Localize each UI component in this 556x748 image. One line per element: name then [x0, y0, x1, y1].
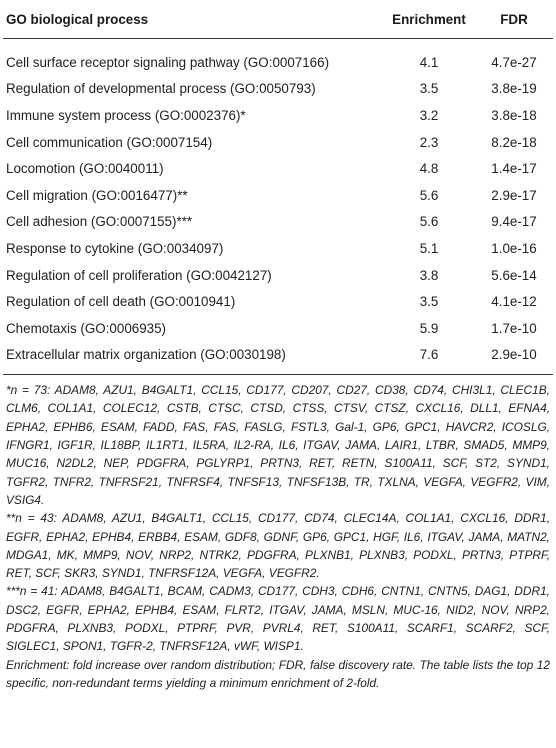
footnote-immune-genes: *n = 73: ADAM8, AZU1, B4GALT1, CCL15, CD177, CD207, CD27, CD38, CD74, CHI3L1, CLEC1B, CLM6, COL1A1, COLEC12, CSTB, CTSC, CTSD, CTSS, CTSV, CTSZ, CXCL16, DLL1, EFNA4, EPHA2, EPHB6, ESAM, FADD, FAS, FAS, FASLG, FSTL3, Gal-1, GP6, GPC1, HAVCR2, ICOSLG, IFNGR1, IGF1R, IL18BP, IL1RT1, IL5RA, IL2-RA, IL6, ITGAV, JAMA, LAIR1, LTBR, SMAD5, MMP9, MUC16, N2DL2, NEP, PDGFRA, PGLYRP1, PRTN3, RET, RETN, S100A11, SCF, ST2, SYND1, TGFR2, TNFR2, TNFRSF21, TNFRSF4, TNFSF13, TNFSF13B, TR, TXLNA, VEGFA, VEGFR2, VIM, VSIG4. [6, 383, 550, 507]
table-row [3, 39, 553, 76]
enrichment-cell: 5.6 [419, 214, 439, 230]
table-footnotes [3, 375, 553, 692]
fdr-cell: 3.8e-19 [491, 81, 537, 97]
table-row [3, 342, 553, 375]
process-cell: Immune system process (GO:0002376)* [6, 107, 246, 123]
fdr-cell: 5.6e-14 [491, 267, 537, 283]
table-row [3, 315, 553, 342]
table-row [3, 209, 553, 236]
process-cell: Cell surface receptor signaling pathway (GO:0007166) [6, 54, 330, 70]
table-row [3, 102, 553, 129]
go-process-table [3, 0, 553, 375]
enrichment-cell: 2.3 [419, 134, 439, 150]
table-row [3, 182, 553, 209]
enrichment-cell: 5.6 [419, 187, 439, 203]
footnote-migration-genes: **n = 43: ADAM8, AZU1, B4GALT1, CCL15, CD177, CD74, CLEC14A, COL1A1, CXCL16, DDR1, EGFR, EPHA2, EPHB4, ERBB4, ESAM, GDF8, GDNF, GP6, GPC1, HGF, IL6, ITGAV, JAMA, MATN2, MDGA1, MK, MMP9, NOV, NRP2, NTRK2, PDGFRA, PLXNB1, PLXNB3, PODXL, PRTN3, PTPRF, RET, SCF, SKR3, SYND1, TNFRSF12A, VEGFA, VEGFR2. [6, 511, 550, 581]
table-row [3, 155, 553, 182]
process-cell: Extracellular matrix organization (GO:0030198) [3, 342, 383, 375]
fdr-cell: 8.2e-18 [491, 134, 537, 150]
fdr-cell: 1.4e-17 [491, 161, 537, 177]
table-header [3, 0, 553, 39]
table-row [3, 235, 553, 262]
enrichment-cell: 3.5 [419, 81, 439, 97]
process-cell: Regulation of cell death (GO:0010941) [6, 294, 236, 310]
process-cell: Regulation of developmental process (GO:0050793) [6, 81, 316, 97]
enrichment-cell: 3.8 [419, 267, 439, 283]
table-body [3, 39, 553, 375]
process-cell: Regulation of cell proliferation (GO:0042127) [6, 267, 272, 283]
process-cell: Cell adhesion (GO:0007155)*** [6, 214, 193, 230]
footnote-adhesion-genes: ***n = 41: ADAM8, B4GALT1, BCAM, CADM3, CD177, CDH3, CDH6, CNTN1, CNTN5, DAG1, DDR1, DSC2, EGFR, EPHA2, EPHB4, ESAM, FLRT2, ITGAV, JAMA, MSLN, MUC-16, NID2, NOV, NRP2, PDGFRA, PLXNB3, PODXL, PTPRF, PVR, PVRL4, RET, S100A11, SCARF1, SCARF2, SCF, SIGLEC1, SPON1, TGFR-2, TNFRSF12A, vWF, WISP1. [6, 584, 550, 654]
enrichment-cell: 5.9 [419, 320, 439, 336]
fdr-cell: 1.7e-10 [491, 320, 537, 336]
fdr-cell: 2.9e-10 [475, 342, 553, 375]
process-cell: Response to cytokine (GO:0034097) [6, 240, 224, 256]
table-row [3, 129, 553, 156]
table-row [3, 76, 553, 103]
fdr-cell: 4.7e-27 [491, 54, 537, 70]
header-enrichment: Enrichment [383, 0, 475, 39]
enrichment-cell: 4.8 [419, 161, 439, 177]
fdr-cell: 4.1e-12 [491, 294, 537, 310]
enrichment-cell: 5.1 [419, 240, 439, 256]
enrichment-cell: 4.1 [419, 54, 439, 70]
enrichment-cell: 7.6 [383, 342, 475, 375]
header-fdr: FDR [475, 0, 553, 39]
header-go-process: GO biological process [3, 0, 383, 39]
enrichment-cell: 3.2 [419, 107, 439, 123]
table-row [3, 288, 553, 315]
process-cell: Locomotion (GO:0040011) [6, 161, 164, 177]
fdr-cell: 3.8e-18 [491, 107, 537, 123]
table-row [3, 262, 553, 289]
fdr-cell: 9.4e-17 [491, 214, 537, 230]
process-cell: Cell migration (GO:0016477)** [6, 187, 188, 203]
process-cell: Cell communication (GO:0007154) [6, 134, 213, 150]
process-cell: Chemotaxis (GO:0006935) [6, 320, 167, 336]
enrichment-cell: 3.5 [419, 294, 439, 310]
fdr-cell: 1.0e-16 [491, 240, 537, 256]
fdr-cell: 2.9e-17 [491, 187, 537, 203]
footnote-legend: Enrichment: fold increase over random distribution; FDR, false discovery rate. The table lists the top 12 specific, non-redundant terms yielding a minimum enrichment of 2-fold. [6, 657, 550, 690]
